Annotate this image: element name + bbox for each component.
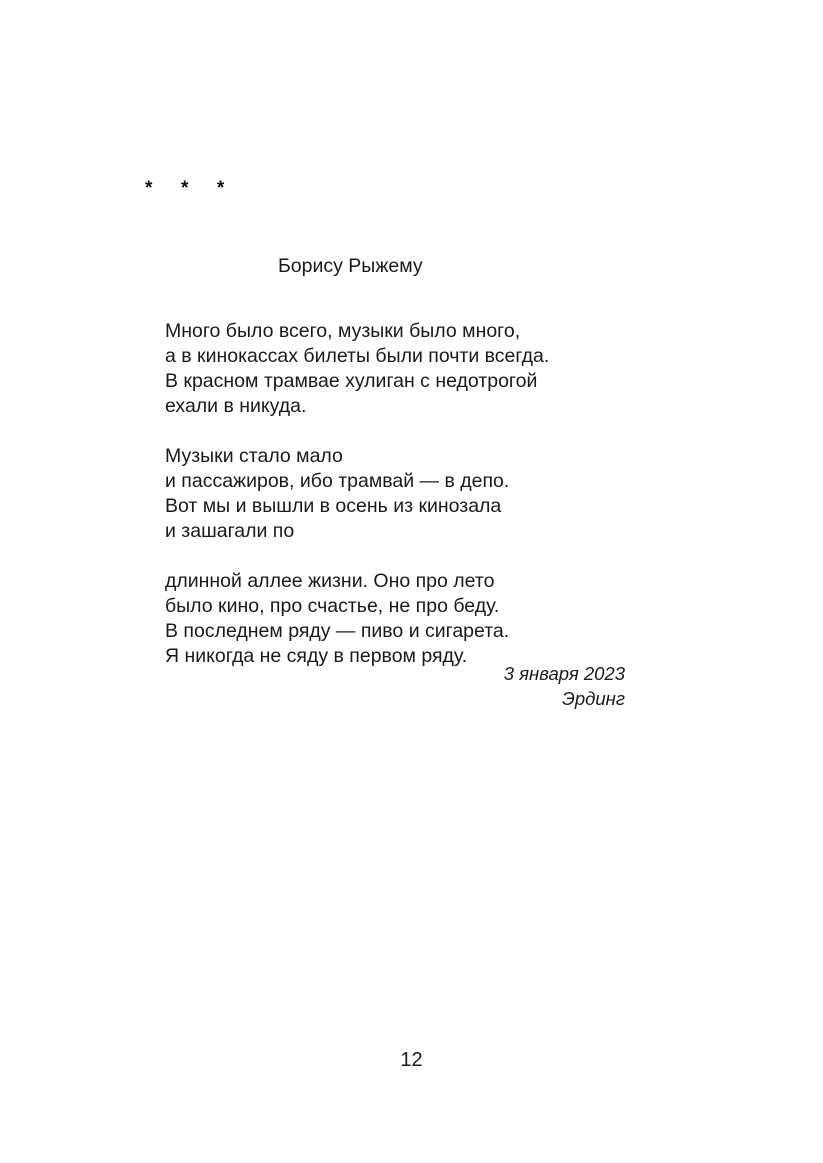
poem-line: Много было всего, музыки было много, bbox=[165, 320, 521, 342]
poem-line: и зашагали по bbox=[165, 520, 295, 542]
poem-line: а в кинокассах билеты были почти всегда. bbox=[165, 345, 550, 367]
poem-dedication: Борису Рыжему bbox=[278, 255, 423, 277]
poem-line: и пассажиров, ибо трамвай — в депо. bbox=[165, 470, 510, 492]
poem-line: Музыки стало мало bbox=[165, 445, 343, 467]
poem-stanza bbox=[165, 569, 645, 669]
poem-line: В красном трамвае хулиган с недотрогой bbox=[165, 370, 538, 392]
poem-body bbox=[145, 178, 645, 669]
poem-line: В последнем ряду — пиво и сигарета. bbox=[165, 620, 510, 642]
poem-stanza bbox=[165, 319, 645, 419]
poem-line: ехали в никуда. bbox=[165, 395, 307, 417]
poem-line: Вот мы и вышли в осень из кинозала bbox=[165, 495, 502, 517]
section-ornament: * * * bbox=[145, 178, 231, 199]
poem-stanzas bbox=[145, 279, 645, 669]
signature-date: 3 января 2023 bbox=[503, 663, 625, 684]
poem-line: длинной аллее жизни. Оно про лето bbox=[165, 570, 495, 592]
poem-signature bbox=[300, 661, 625, 711]
page-number: 12 bbox=[400, 1049, 423, 1071]
poem-line: было кино, про счастье, не про беду. bbox=[165, 595, 500, 617]
signature-place: Эрдинг bbox=[562, 688, 625, 709]
poem-line: Я никогда не сяду в первом ряду. bbox=[165, 645, 468, 667]
poem-stanza bbox=[165, 444, 645, 544]
